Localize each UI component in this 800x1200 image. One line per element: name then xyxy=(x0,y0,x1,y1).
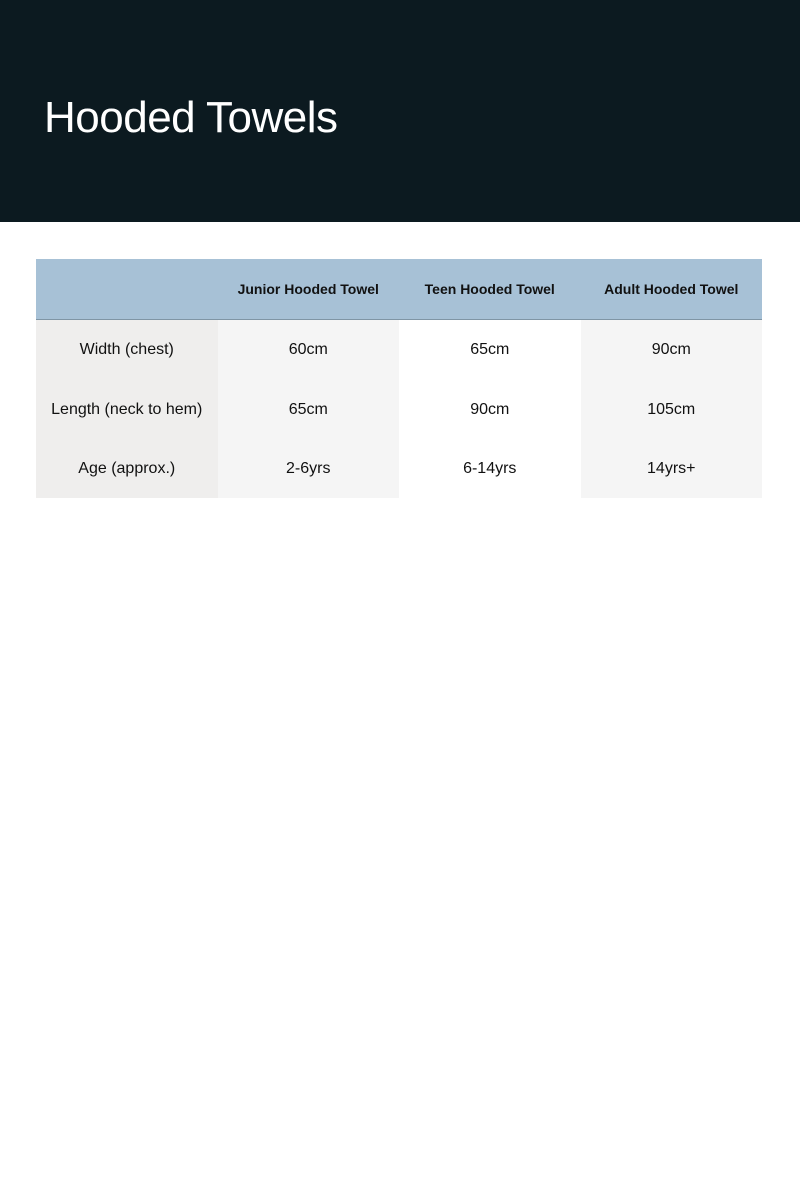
table-cell: 90cm xyxy=(399,380,581,440)
table-cell: 6-14yrs xyxy=(399,440,581,498)
table-row xyxy=(36,440,762,498)
table-header-row xyxy=(36,259,762,319)
row-label: Width (chest) xyxy=(36,319,218,380)
page-title: Hooded Towels xyxy=(44,93,338,142)
table-cell: 90cm xyxy=(581,319,763,380)
table-cell: 14yrs+ xyxy=(581,440,763,498)
table-cell: 65cm xyxy=(218,380,400,440)
header-cell-junior: Junior Hooded Towel xyxy=(218,259,400,319)
table-header xyxy=(36,259,762,319)
table-cell: 105cm xyxy=(581,380,763,440)
table-cell: 65cm xyxy=(399,319,581,380)
table-body xyxy=(36,319,762,498)
row-label: Length (neck to hem) xyxy=(36,380,218,440)
table-cell: 2-6yrs xyxy=(218,440,400,498)
page-header xyxy=(0,0,800,222)
table-cell: 60cm xyxy=(218,319,400,380)
header-cell-adult: Adult Hooded Towel xyxy=(581,259,763,319)
header-cell-teen: Teen Hooded Towel xyxy=(399,259,581,319)
row-label: Age (approx.) xyxy=(36,440,218,498)
header-cell-blank xyxy=(36,259,218,319)
table-row xyxy=(36,319,762,380)
size-chart-table xyxy=(36,259,762,498)
table-row xyxy=(36,380,762,440)
